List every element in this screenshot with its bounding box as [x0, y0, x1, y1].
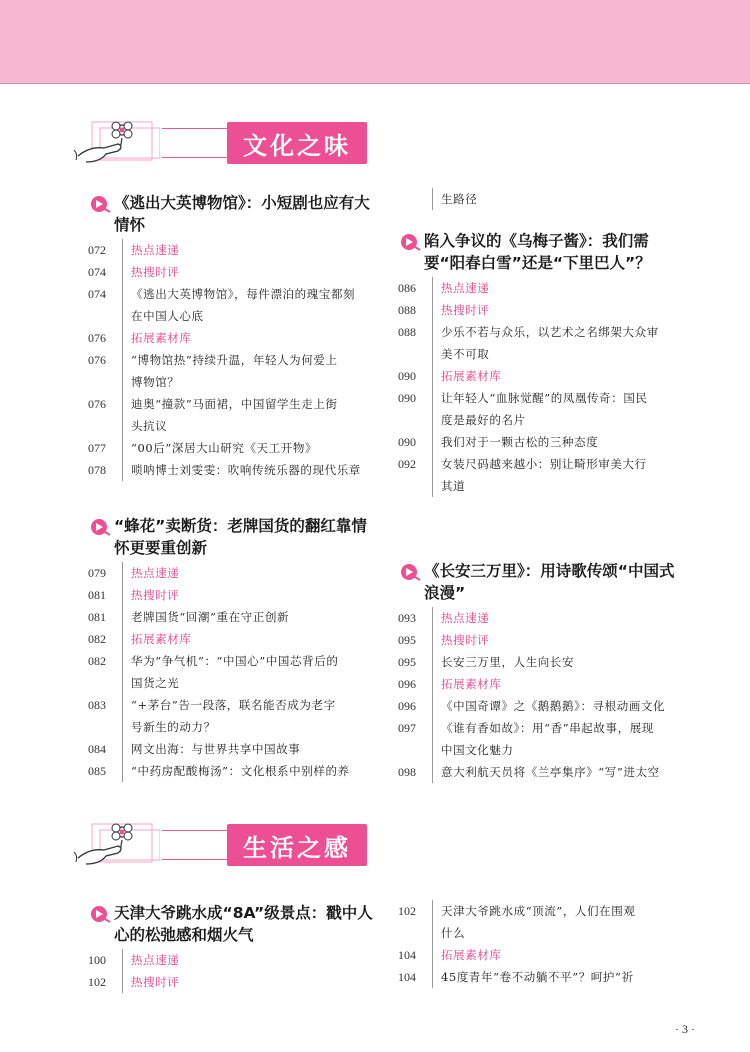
toc-block — [398, 188, 688, 497]
toc-entry — [398, 453, 688, 475]
toc-block-title: 天津大爷跳水成“8A”级景点：戳中人心的松弛感和烟火气 — [88, 902, 378, 946]
toc-entry-text: 华为“争气机”：“中国心”中国芯背后的 — [122, 650, 378, 672]
toc-entry — [88, 694, 378, 716]
toc-entry-page: 104 — [398, 948, 416, 962]
toc-entry-page: 095 — [398, 633, 416, 647]
toc-entry — [88, 327, 378, 349]
toc-entry — [88, 672, 378, 694]
toc-block — [88, 902, 378, 993]
toc-block-title: 陷入争议的《乌梅子酱》：我们需要“阳春白雪”还是“下里巴人”？ — [398, 230, 688, 274]
toc-entry-text: 热搜时评 — [122, 971, 378, 993]
toc-entry — [88, 283, 378, 305]
toc-entry-page: 083 — [88, 698, 106, 712]
toc-entry-page — [398, 188, 432, 210]
toc-entry-text: 女装尺码越来越小：别让畸形审美大行 — [432, 453, 688, 475]
toc-entry — [88, 738, 378, 760]
toc-entry — [88, 371, 378, 393]
toc-entries — [88, 239, 378, 481]
toc-entry-page — [398, 475, 432, 497]
toc-entry-text: 热搜时评 — [432, 299, 688, 321]
section-title: 生活之感 — [227, 824, 367, 866]
toc-entry-text: 意大利航天员将《兰亭集序》“写”进太空 — [432, 761, 688, 783]
toc-entry-page: 090 — [398, 369, 416, 383]
toc-entries — [398, 607, 688, 783]
toc-entry-text: 国货之光 — [122, 672, 378, 694]
toc-entry — [398, 475, 688, 497]
toc-entry-text: 拓展素材库 — [432, 944, 688, 966]
flower-gift-icon — [70, 820, 160, 870]
toc-block — [88, 192, 378, 481]
play-bubble-icon — [88, 193, 114, 215]
toc-entry-page: 076 — [88, 353, 106, 367]
toc-entry — [398, 695, 688, 717]
play-bubble-icon — [88, 903, 114, 925]
toc-entry — [88, 949, 378, 971]
toc-entry — [88, 261, 378, 283]
toc-entry-page: 085 — [88, 764, 106, 778]
toc-entry-text: 长安三万里，人生向长安 — [432, 651, 688, 673]
toc-entry — [88, 305, 378, 327]
play-bubble-icon — [398, 561, 424, 583]
toc-entry — [88, 239, 378, 261]
toc-entry-text: 网文出海：与世界共享中国故事 — [122, 738, 378, 760]
toc-entry-page: 079 — [88, 566, 106, 580]
toc-entry-page — [88, 415, 122, 437]
toc-entry-page — [88, 371, 122, 393]
toc-entry-text: 让年轻人“血脉觉醒”的凤凰传奇：国民 — [432, 387, 688, 409]
toc-entry-page: 084 — [88, 742, 106, 756]
toc-entry-text: 头抗议 — [122, 415, 378, 437]
toc-entry-page: 076 — [88, 331, 106, 345]
toc-entry-text: 《中国奇谭》之《鹅鹅鹅》：寻根动画文化 — [432, 695, 688, 717]
toc-entry-page — [88, 672, 122, 694]
toc-entry-text: 热点速递 — [432, 607, 688, 629]
toc-entry-text: “+茅台”告一段落，联名能否成为老字 — [122, 694, 378, 716]
toc-entry-text: “博物馆热”持续升温，年轻人为何爱上 — [122, 349, 378, 371]
toc-entry-page: 082 — [88, 654, 106, 668]
toc-entry-text: 度是最好的名片 — [432, 409, 688, 431]
toc-entries — [88, 562, 378, 782]
toc-entry-text: “00后”深居大山研究《天工开物》 — [122, 437, 378, 459]
toc-entry — [398, 321, 688, 343]
toc-block — [398, 560, 688, 783]
toc-entry-text: 唢呐博士刘雯雯：吹响传统乐器的现代乐章 — [122, 459, 378, 481]
toc-block-title: 《长安三万里》：用诗歌传颂“中国式浪漫” — [398, 560, 688, 604]
toc-entry-page: 074 — [88, 287, 106, 301]
toc-entry-page: 093 — [398, 611, 416, 625]
toc-entry-page — [398, 409, 432, 431]
toc-entry-text: 热搜时评 — [122, 261, 378, 283]
toc-block — [398, 900, 688, 988]
toc-entry-page — [398, 739, 432, 761]
toc-entry — [88, 971, 378, 993]
toc-entry — [398, 922, 688, 944]
toc-entry-page: 074 — [88, 265, 106, 279]
toc-entry-text: 拓展素材库 — [432, 365, 688, 387]
toc-entry-page: 090 — [398, 391, 416, 405]
toc-entry-text: 生路径 — [432, 188, 688, 210]
section-title: 文化之味 — [227, 122, 367, 164]
toc-entry-page: 096 — [398, 699, 416, 713]
play-bubble-icon — [398, 231, 424, 253]
play-bubble-icon — [88, 516, 114, 538]
toc-entry-text: 热点速递 — [122, 239, 378, 261]
toc-entry — [398, 387, 688, 409]
toc-entry-page: 072 — [88, 243, 106, 257]
toc-entry-text: 在中国人心底 — [122, 305, 378, 327]
toc-entry — [88, 393, 378, 415]
toc-entry — [88, 716, 378, 738]
toc-entry-text: 迪奥“撞款”马面裙，中国留学生走上街 — [122, 393, 378, 415]
toc-entry-text: 美不可取 — [432, 343, 688, 365]
toc-entry — [398, 739, 688, 761]
section-header-life — [70, 820, 351, 870]
toc-entry-page: 095 — [398, 655, 416, 669]
toc-entry — [88, 606, 378, 628]
toc-entry-page — [88, 716, 122, 738]
toc-entry — [88, 562, 378, 584]
toc-entry — [398, 673, 688, 695]
toc-entry-text: 热点速递 — [122, 562, 378, 584]
toc-entry-text: 拓展素材库 — [122, 628, 378, 650]
toc-entry-page: 092 — [398, 457, 416, 471]
toc-entry — [398, 966, 688, 988]
toc-entry — [398, 409, 688, 431]
toc-entry-page: 078 — [88, 463, 106, 477]
toc-entry — [88, 650, 378, 672]
toc-entry-page: 081 — [88, 610, 106, 624]
toc-entry-page: 102 — [88, 975, 106, 989]
toc-entry-page: 088 — [398, 303, 416, 317]
toc-entry — [398, 717, 688, 739]
toc-entry-text: 热点速递 — [122, 949, 378, 971]
toc-entry-text: 博物馆？ — [122, 371, 378, 393]
toc-entry-text: 热搜时评 — [122, 584, 378, 606]
toc-entry-text: 天津大爷跳水成“顶流”，人们在围观 — [432, 900, 688, 922]
toc-entry — [88, 437, 378, 459]
toc-entry-page: 097 — [398, 721, 416, 735]
toc-entry — [398, 365, 688, 387]
toc-entry-text: 号新生的动力？ — [122, 716, 378, 738]
toc-block-title: 《逃出大英博物馆》：小短剧也应有大情怀 — [88, 192, 378, 236]
toc-entry — [88, 349, 378, 371]
toc-entry — [398, 299, 688, 321]
toc-block — [88, 515, 378, 782]
toc-entry — [398, 761, 688, 783]
toc-entry-page: 098 — [398, 765, 416, 779]
toc-entry-page: 076 — [88, 397, 106, 411]
toc-entry-text: 拓展素材库 — [432, 673, 688, 695]
toc-entry-text: 其道 — [432, 475, 688, 497]
toc-entry-text: “中药房配酸梅汤”：文化根系中别样的养 — [122, 760, 378, 782]
toc-entry-text: 热点速递 — [432, 277, 688, 299]
flower-gift-icon — [70, 118, 160, 168]
toc-entry — [398, 651, 688, 673]
page-number: · 3 · — [675, 1022, 695, 1036]
toc-entries — [398, 900, 688, 988]
toc-entry-page — [398, 343, 432, 365]
toc-entry — [88, 628, 378, 650]
toc-entry — [88, 584, 378, 606]
toc-entry — [398, 277, 688, 299]
toc-entry-text: 45度青年“卷不动躺不平”？呵护“祈 — [432, 966, 688, 988]
toc-entry-page: 090 — [398, 435, 416, 449]
toc-entry — [398, 607, 688, 629]
toc-entry-page: 104 — [398, 970, 416, 984]
toc-entry — [398, 900, 688, 922]
toc-entry-text: 热搜时评 — [432, 629, 688, 651]
toc-entry-page: 081 — [88, 588, 106, 602]
section-header-culture — [70, 118, 351, 168]
toc-entry — [398, 944, 688, 966]
toc-entry — [88, 415, 378, 437]
toc-entry-continuation — [398, 188, 688, 210]
toc-entry-text: 中国文化魅力 — [432, 739, 688, 761]
toc-block-title: “蜂花”卖断货：老牌国货的翻红靠情怀更要重创新 — [88, 515, 378, 559]
toc-entry — [88, 760, 378, 782]
toc-entry-page: 102 — [398, 904, 416, 918]
toc-entry-page: 096 — [398, 677, 416, 691]
toc-entry-page: 100 — [88, 953, 106, 967]
toc-entry-text: 拓展素材库 — [122, 327, 378, 349]
toc-entry — [398, 343, 688, 365]
toc-entry-page: 077 — [88, 441, 106, 455]
toc-entry-text: 老牌国货“回潮”重在守正创新 — [122, 606, 378, 628]
toc-entry-text: 《谁有香如故》：用“香”串起故事，展现 — [432, 717, 688, 739]
toc-entry-page: 086 — [398, 281, 416, 295]
toc-entry-text: 《逃出大英博物馆》，每件漂泊的瑰宝都刻 — [122, 283, 378, 305]
toc-entry-page: 082 — [88, 632, 106, 646]
toc-entries — [398, 277, 688, 497]
toc-entry — [88, 459, 378, 481]
toc-entry-page: 088 — [398, 325, 416, 339]
toc-entry-page — [398, 922, 432, 944]
toc-entry-text: 少乐不若与众乐，以艺术之名绑架大众审 — [432, 321, 688, 343]
toc-entry — [398, 431, 688, 453]
toc-entry-text: 我们对于一颗古松的三种态度 — [432, 431, 688, 453]
toc-entry-text: 什么 — [432, 922, 688, 944]
toc-entry — [398, 629, 688, 651]
toc-entries — [88, 949, 378, 993]
top-banner — [0, 0, 750, 84]
toc-entry-page — [88, 305, 122, 327]
